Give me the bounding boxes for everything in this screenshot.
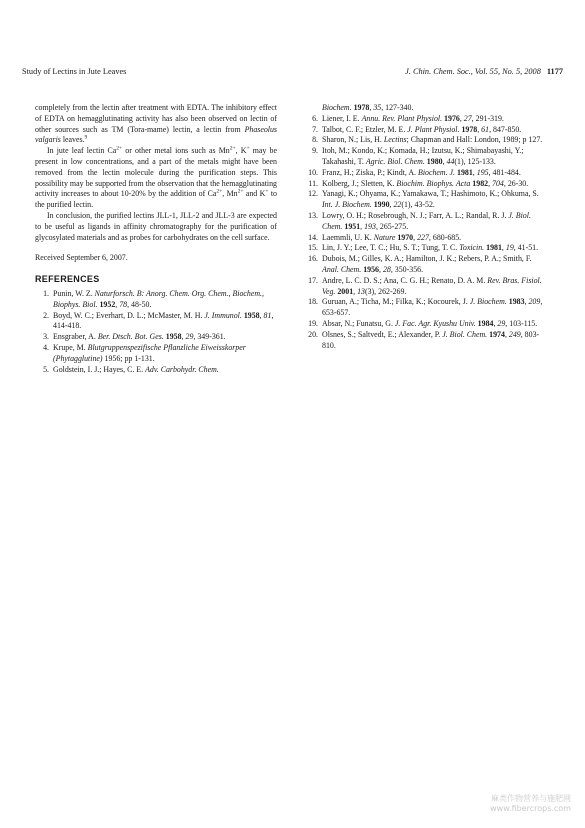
watermark-cn-text: 麻类作物营养与施肥网 <box>491 794 571 803</box>
text-run: , <box>493 318 498 328</box>
text-run: , 265-275. <box>375 221 409 231</box>
right-column <box>304 103 546 351</box>
text-run: , <box>360 221 365 231</box>
bold-text: 1978 <box>461 124 478 134</box>
text-run: In conclusion, the purified lectins JLL-1, JLL-2 and JLL-3 are expected to be useful as ligands in affinity chromatography for the purification of glycosylated materials and as probes for carbohydrates on the cell surface. <box>35 210 277 242</box>
italic-text: 249 <box>508 329 521 339</box>
reference-text <box>322 168 546 179</box>
reference-text <box>53 289 277 311</box>
italic-text: Naturforsch. B: Anorg. Chem. Org. Chem., Biochem., Biophys. Biol. <box>53 288 264 309</box>
reference-text <box>322 254 546 276</box>
reference-number: 11. <box>308 178 318 188</box>
text-run: , K <box>235 146 247 156</box>
text-run: Laemmli, U. K. <box>322 232 374 242</box>
italic-text: 28 <box>382 264 391 274</box>
italic-text: 29 <box>185 332 194 342</box>
text-run: Sharon, N.; Lis, H. <box>322 135 384 145</box>
italic-text: Biochim. Biophys. Acta <box>396 178 471 188</box>
reference-item <box>35 289 277 311</box>
italic-text: 29 <box>497 318 506 328</box>
superscript: 2+ <box>116 145 123 152</box>
reference-item <box>304 319 546 330</box>
reference-text <box>322 179 546 190</box>
italic-text: 22 <box>393 200 402 210</box>
text-run: , 803-810. <box>322 329 540 350</box>
italic-text: 193 <box>364 221 376 231</box>
text-run: Yanagi, K.; Ohyama, K.; Yamakawa, T.; Hashimoto, K.; Ohkuma, S. <box>322 189 539 199</box>
italic-text: Agric. Biol. Chem. <box>365 156 425 166</box>
italic-text: 227 <box>417 232 429 242</box>
reference-item <box>304 125 546 136</box>
reference-item <box>35 343 277 365</box>
reference-number: 20. <box>308 329 318 339</box>
reference-text <box>322 135 546 146</box>
italic-text: Anal. Chem. <box>322 264 362 274</box>
bold-text: 1976 <box>444 113 460 123</box>
italic-text: 19 <box>505 243 514 253</box>
watermark-url: www.fibercrops.com <box>490 804 571 813</box>
reference-number: 16. <box>308 254 318 264</box>
text-run: , 103-115. <box>505 318 538 328</box>
text-run: , Mn <box>222 189 238 199</box>
text-run: , 291-319. <box>471 113 504 123</box>
reference-text <box>322 103 546 114</box>
text-run: , 48-50. <box>127 299 152 309</box>
text-run: Olsnes, S.; Saltvedt, E.; Alexander, P. <box>322 329 443 339</box>
reference-item <box>35 311 277 333</box>
reference-text <box>322 233 546 244</box>
text-run: , 127-340. <box>381 103 414 112</box>
reference-item <box>304 135 546 146</box>
italic-text: J. Biol. Chem. <box>442 329 488 339</box>
bold-text: 1970 <box>397 232 414 242</box>
text-run: Dubois, M.; Gilles, K. A.; Hamilton, J. K.; Rebers, P. A.; Smith, F. <box>322 254 532 264</box>
reference-text <box>322 276 546 298</box>
text-run: Absar, N.; Funatsu, G. <box>322 318 395 328</box>
reference-number: 8. <box>312 135 318 145</box>
superscript: 9 <box>84 134 88 141</box>
reference-item <box>304 243 546 254</box>
reference-number: 15. <box>308 243 318 253</box>
text-run: , 350-356. <box>390 264 424 274</box>
text-run: , <box>181 332 186 342</box>
text-run: (1), 43-52. <box>401 200 435 210</box>
reference-text <box>322 146 546 168</box>
italic-text: Annu. Rev. Plant Physiol. <box>361 113 443 123</box>
italic-text: 35 <box>373 103 382 112</box>
reference-text <box>322 211 546 233</box>
body-paragraph <box>35 211 277 243</box>
references-heading: REFERENCES <box>35 274 100 285</box>
superscript: + <box>246 145 250 152</box>
text-run: , 847-850. <box>489 124 522 134</box>
bold-text: 1980 <box>426 156 443 166</box>
reference-text <box>322 114 546 125</box>
reference-item <box>304 211 546 233</box>
text-run: Kolberg, J.; Sletten, K. <box>322 178 397 188</box>
text-run: , <box>115 299 120 309</box>
text-run: Goldstein, I. J.; Hayes, C. E. <box>53 364 146 374</box>
header-journal-citation: J. Chin. Chem. Soc., Vol. 55, No. 5, 2008 <box>405 67 541 76</box>
italic-text: 44 <box>446 156 455 166</box>
reference-item <box>304 233 546 244</box>
italic-text: Adv. Carbohydr. Chem. <box>145 364 219 374</box>
site-watermark <box>490 794 571 814</box>
text-run: , 349-361. <box>193 332 226 342</box>
text-run: , 414-418. <box>53 310 274 331</box>
bold-text: 1990 <box>373 200 390 210</box>
text-run: Lin, J. Y.; Lee, T. C.; Hu, S. T.; Tung, T. C. <box>322 243 460 253</box>
bold-text: 1958 <box>165 332 182 342</box>
reference-item <box>304 146 546 168</box>
reference-number: 10. <box>308 167 318 177</box>
italic-text: Rev. Bras. Fisiol. Veg. <box>322 275 542 296</box>
text-run: , <box>442 156 447 166</box>
reference-text <box>53 343 277 365</box>
reference-number: 9. <box>312 146 318 156</box>
text-run: completely from the lectin after treatment with EDTA. The inhibitory effect of EDTA on hemagglutinating activity has also been observed on lectin of other sources such as TM (Tora-mame) lectin, a lectin from <box>35 103 277 134</box>
text-run: , 41-51. <box>513 243 539 253</box>
reference-number: 14. <box>308 232 318 242</box>
reference-item <box>304 276 546 298</box>
text-run: , <box>524 297 529 307</box>
body-text <box>35 103 277 243</box>
italic-text: Biochem. <box>322 103 352 112</box>
bold-text: 1981 <box>486 243 502 253</box>
bold-text: 1956 <box>363 264 379 274</box>
reference-number: 1. <box>43 288 49 298</box>
text-run: ; Chapman and Hall: London, 1989; p 127. <box>406 135 543 145</box>
reference-text <box>322 319 546 330</box>
bold-text: 1978 <box>353 103 370 112</box>
reference-text <box>53 311 277 333</box>
reference-item <box>304 103 546 114</box>
reference-item <box>35 365 277 376</box>
reference-item <box>35 332 277 343</box>
italic-text: 195 <box>476 167 489 177</box>
text-run: leaves. <box>60 135 85 145</box>
reference-item <box>304 114 546 125</box>
italic-text: J. Immunol. <box>204 310 242 320</box>
bold-text: 1958 <box>243 310 260 320</box>
reference-item <box>304 179 546 190</box>
bold-text: 1984 <box>477 318 494 328</box>
left-column <box>35 103 277 375</box>
text-run: Boyd, W. C.; Everhart, D. L.; McMaster, M. H. <box>53 310 205 320</box>
text-run: Franz, H.; Ziska, P.; Kindt, A. <box>322 167 418 177</box>
reference-text <box>53 365 277 376</box>
italic-text: J. Fac. Agr. Kyushu Univ. <box>394 318 476 328</box>
italic-text: 78 <box>119 299 128 309</box>
text-run: to the purified lectin. <box>35 189 277 210</box>
italic-text: Biochem. J. <box>418 167 456 177</box>
text-run: , <box>389 200 394 210</box>
reference-number: 7. <box>312 124 318 134</box>
text-run: Punin, W. Z. <box>53 288 95 298</box>
reference-number: 3. <box>43 332 49 342</box>
text-run: 1956; pp 1-131. <box>102 353 155 363</box>
bold-text: 1974 <box>489 329 505 339</box>
italic-text: Lectins <box>383 135 407 145</box>
text-run: , <box>501 243 506 253</box>
text-run: Guruan, A.; Ticha, M.; Filka, K.; Kocourek, J. <box>322 297 470 307</box>
italic-text: 704 <box>492 178 504 188</box>
bold-text: 1982 <box>472 178 489 188</box>
text-run: , 680-685. <box>428 232 462 242</box>
text-run: , <box>472 167 477 177</box>
italic-text: Phaseolus valgaris <box>35 124 277 145</box>
reference-text <box>322 297 546 319</box>
italic-text: Toxicin. <box>459 243 485 253</box>
italic-text: 209 <box>528 297 541 307</box>
text-run: may be present in low concentrations, and a part of the metals might have been removed from the lectin molecule during the purification steps. This possibility may be supported from the observation that the hemagglutinating activity increases to about 10-20% by the addition of Ca <box>35 146 277 199</box>
header-article-title: Study of Lectins in Jute Leaves <box>22 67 127 76</box>
text-run: (3), 262-269. <box>364 286 407 296</box>
text-run: , <box>459 113 464 123</box>
italic-text: J. Plant Physiol. <box>407 124 460 134</box>
reference-text <box>53 332 277 343</box>
text-run: and K <box>243 189 266 199</box>
text-run: , <box>488 178 493 188</box>
text-run: , <box>413 232 418 242</box>
text-run: , <box>369 103 374 112</box>
reference-number: 19. <box>308 318 318 328</box>
reference-item <box>304 297 546 319</box>
text-run: , 26-30. <box>503 178 529 188</box>
reference-text <box>322 125 546 136</box>
text-run: Andre, L. C. D. S.; Ana, C. G. H.; Renato, D. A. M. <box>322 275 488 285</box>
reference-number: 17. <box>308 275 318 285</box>
reference-list-left <box>35 289 277 375</box>
text-run: , <box>259 310 264 320</box>
reference-item <box>304 189 546 211</box>
reference-text <box>322 330 546 352</box>
superscript: 2+ <box>229 145 236 152</box>
bold-text: 1951 <box>344 221 361 231</box>
italic-text: 27 <box>463 113 472 123</box>
reference-number: 18. <box>308 297 318 307</box>
bold-text: 2001 <box>337 286 354 296</box>
received-date: Received September 6, 2007. <box>35 253 128 263</box>
text-run: Ensgraber, A. <box>53 332 98 342</box>
reference-number: 6. <box>312 113 318 123</box>
italic-text: Int. J. Biochem. <box>322 200 372 210</box>
italic-text: 81 <box>263 310 272 320</box>
text-run: or other metal ions such as Mn <box>122 146 230 156</box>
text-run: Talbot, C. F.; Etzler, M. E. <box>322 124 408 134</box>
text-run: Liener, I. E. <box>322 113 362 123</box>
text-run: , 481-484. <box>488 167 521 177</box>
reference-text <box>322 243 546 254</box>
italic-text: Blutgruppenspezifische Pflanzliche Eiweisskorper (Phytagglutine) <box>53 342 246 363</box>
reference-number: 2. <box>43 310 49 320</box>
text-run: Itoh, M.; Kondo, K.; Komada, H.; Izutsu, K.; Shimabayashi, Y.; Takahashi, T. <box>322 146 524 166</box>
bold-text: 1952 <box>99 299 116 309</box>
italic-text: J. Biol. Chem. <box>322 210 531 231</box>
running-header <box>22 67 563 77</box>
bold-text: 1981 <box>457 167 473 177</box>
text-run: , 653-657. <box>322 297 543 318</box>
reference-number: 5. <box>43 364 49 374</box>
reference-number: 13. <box>308 210 318 220</box>
italic-text: 13 <box>357 286 365 296</box>
bold-text: 1983 <box>508 297 525 307</box>
reference-list-right <box>304 103 546 351</box>
text-run: Lowry, O. H.; Rosebrough, N. J.; Farr, A. L.; Randal, R. J. <box>322 210 509 220</box>
italic-text: Nature <box>373 232 396 242</box>
text-run: In jute leaf lectin Ca <box>47 146 117 156</box>
italic-text: J. Biochem. <box>469 297 507 307</box>
text-run: , <box>477 124 482 134</box>
reference-item <box>304 254 546 276</box>
text-run: , <box>504 329 509 339</box>
superscript: + <box>265 188 269 195</box>
italic-text: 61 <box>481 124 490 134</box>
body-paragraph <box>35 146 277 211</box>
header-journal-info <box>405 67 563 77</box>
reference-number: 12. <box>308 189 318 199</box>
text-run: , <box>353 286 358 296</box>
superscript: 2+ <box>237 188 244 195</box>
body-paragraph <box>35 103 277 146</box>
superscript: 2+ <box>216 188 223 195</box>
text-run: , <box>379 264 383 274</box>
reference-text <box>322 189 546 211</box>
text-run: Krupe, M. <box>53 342 88 352</box>
reference-number: 4. <box>43 342 49 352</box>
reference-item <box>304 330 546 352</box>
reference-item <box>304 168 546 179</box>
text-run: (1), 125-133. <box>454 156 496 166</box>
page-number: 1177 <box>546 67 563 76</box>
italic-text: Ber. Dtsch. Bot. Ges. <box>97 332 164 342</box>
